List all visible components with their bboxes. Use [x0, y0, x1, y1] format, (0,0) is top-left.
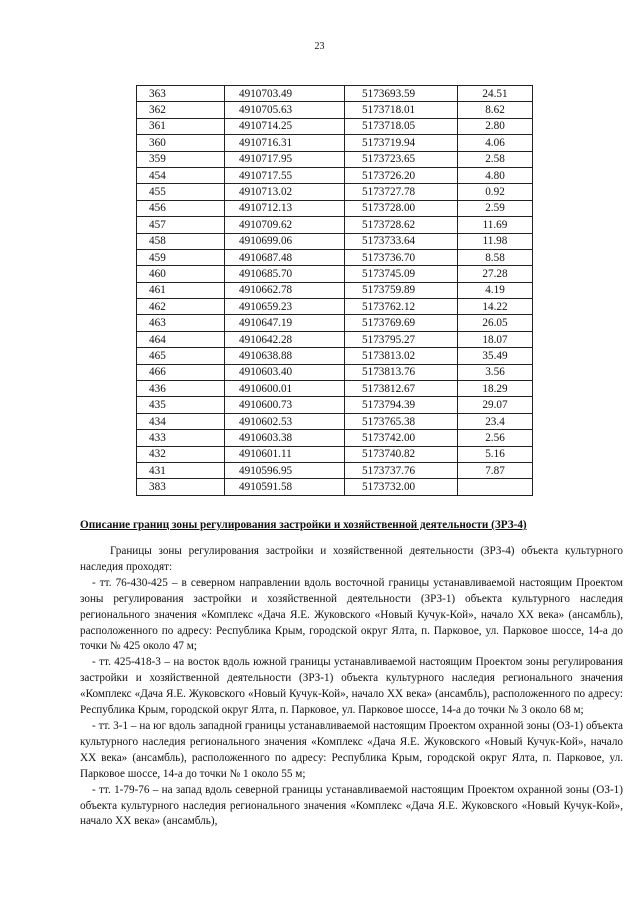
point-number-cell: 466 — [137, 364, 225, 380]
x-coordinate-cell: 4910601.11 — [225, 446, 345, 462]
x-coordinate-cell: 4910603.38 — [225, 430, 345, 446]
x-coordinate-cell: 4910685.70 — [225, 266, 345, 282]
x-coordinate-cell: 4910705.63 — [225, 102, 345, 118]
segment-length-cell: 4.06 — [458, 135, 533, 151]
y-coordinate-cell: 5173728.62 — [345, 217, 458, 233]
table-row — [137, 151, 533, 167]
table-row — [137, 217, 533, 233]
point-number-cell: 461 — [137, 282, 225, 298]
x-coordinate-cell: 4910717.55 — [225, 167, 345, 183]
point-number-cell: 363 — [137, 86, 225, 102]
boundary-item: - тт. 1-79-76 – на запад вдоль северной границы устанавливаемой настоящим Проектом охранной зоны (ОЗ-1) объекта культурного наследия регионального значения «Комплекс «Дача Я.Е. Жуковского «Новый Кучук-Кой», начало XX века» (ансамбль), — [80, 783, 623, 828]
segment-length-cell: 8.58 — [458, 249, 533, 265]
point-number-cell: 459 — [137, 249, 225, 265]
table-row — [137, 430, 533, 446]
section-body — [80, 544, 623, 830]
segment-length-cell: 5.16 — [458, 446, 533, 462]
x-coordinate-cell: 4910709.62 — [225, 217, 345, 233]
y-coordinate-cell: 5173762.12 — [345, 299, 458, 315]
y-coordinate-cell: 5173813.76 — [345, 364, 458, 380]
section-heading: Описание границ зоны регулирования застройки и хозяйственной деятельности (ЗРЗ-4) — [80, 519, 527, 531]
coordinates-table — [136, 85, 533, 496]
x-coordinate-cell: 4910602.53 — [225, 413, 345, 429]
point-number-cell: 432 — [137, 446, 225, 462]
segment-length-cell: 26.05 — [458, 315, 533, 331]
x-coordinate-cell: 4910717.95 — [225, 151, 345, 167]
x-coordinate-cell: 4910687.48 — [225, 249, 345, 265]
x-coordinate-cell: 4910642.28 — [225, 331, 345, 347]
point-number-cell: 434 — [137, 413, 225, 429]
y-coordinate-cell: 5173769.69 — [345, 315, 458, 331]
segment-length-cell: 27.28 — [458, 266, 533, 282]
boundary-item: - тт. 76-430-425 – в северном направлении вдоль восточной границы устанавливаемой настоящим Проектом зоны регулирования застройки и хозяйственной деятельности (ЗРЗ-1) объекта культурного наследия регионального значения «Комплекс «Дача Я.Е. Жуковского «Новый Кучук-Кой», начало XX века» (ансамбль), расположенного по адресу: Республика Крым, городской округ Ялта, п. Парковое, ул. Парковое шоссе, 14-а до точки № 425 около 47 м; — [80, 576, 623, 653]
point-number-cell: 359 — [137, 151, 225, 167]
point-number-cell: 465 — [137, 348, 225, 364]
table-row — [137, 462, 533, 478]
coordinates-table-body — [137, 86, 533, 496]
x-coordinate-cell: 4910603.40 — [225, 364, 345, 380]
x-coordinate-cell: 4910659.23 — [225, 299, 345, 315]
point-number-cell: 455 — [137, 184, 225, 200]
boundary-item: - тт. 425-418-3 – на восток вдоль южной границы устанавливаемой настоящим Проектом зоны регулирования застройки и хозяйственной деятельности (ЗРЗ-1) объекта культурного наследия регионального значения «Комплекс «Дача Я.Е. Жуковского «Новый Кучук-Кой», начало XX века» (ансамбль), расположенного по адресу: Республика Крым, городской округ Ялта, п. Парковое, ул. Парковое шоссе, 14-а до точки № 3 около 68 м; — [80, 656, 623, 717]
y-coordinate-cell: 5173733.64 — [345, 233, 458, 249]
y-coordinate-cell: 5173726.20 — [345, 167, 458, 183]
x-coordinate-cell: 4910716.31 — [225, 135, 345, 151]
y-coordinate-cell: 5173742.00 — [345, 430, 458, 446]
point-number-cell: 454 — [137, 167, 225, 183]
segment-length-cell: 3.56 — [458, 364, 533, 380]
point-number-cell: 431 — [137, 462, 225, 478]
point-number-cell: 460 — [137, 266, 225, 282]
segment-length-cell: 11.98 — [458, 233, 533, 249]
y-coordinate-cell: 5173765.38 — [345, 413, 458, 429]
y-coordinate-cell: 5173728.00 — [345, 200, 458, 216]
y-coordinate-cell: 5173813.02 — [345, 348, 458, 364]
table-row — [137, 86, 533, 102]
segment-length-cell: 35.49 — [458, 348, 533, 364]
table-row — [137, 233, 533, 249]
segment-length-cell: 2.80 — [458, 118, 533, 134]
y-coordinate-cell: 5173732.00 — [345, 479, 458, 495]
table-row — [137, 299, 533, 315]
segment-length-cell: 7.87 — [458, 462, 533, 478]
point-number-cell: 362 — [137, 102, 225, 118]
point-number-cell: 361 — [137, 118, 225, 134]
x-coordinate-cell: 4910600.73 — [225, 397, 345, 413]
page-number: 23 — [314, 41, 325, 52]
table-row — [137, 249, 533, 265]
point-number-cell: 436 — [137, 381, 225, 397]
table-row — [137, 348, 533, 364]
x-coordinate-cell: 4910662.78 — [225, 282, 345, 298]
y-coordinate-cell: 5173736.70 — [345, 249, 458, 265]
point-number-cell: 457 — [137, 217, 225, 233]
table-row — [137, 200, 533, 216]
point-number-cell: 464 — [137, 331, 225, 347]
x-coordinate-cell: 4910703.49 — [225, 86, 345, 102]
segment-length-cell: 2.56 — [458, 430, 533, 446]
segment-length-cell: 24.51 — [458, 86, 533, 102]
point-number-cell: 456 — [137, 200, 225, 216]
segment-length-cell: 29.07 — [458, 397, 533, 413]
table-row — [137, 315, 533, 331]
x-coordinate-cell: 4910714.25 — [225, 118, 345, 134]
x-coordinate-cell: 4910600.01 — [225, 381, 345, 397]
segment-length-cell: 18.07 — [458, 331, 533, 347]
segment-length-cell: 2.59 — [458, 200, 533, 216]
segment-length-cell: 14.22 — [458, 299, 533, 315]
table-row — [137, 102, 533, 118]
segment-length-cell: 4.19 — [458, 282, 533, 298]
table-row — [137, 364, 533, 380]
x-coordinate-cell: 4910647.19 — [225, 315, 345, 331]
y-coordinate-cell: 5173719.94 — [345, 135, 458, 151]
table-row — [137, 282, 533, 298]
table-row — [137, 397, 533, 413]
x-coordinate-cell: 4910713.02 — [225, 184, 345, 200]
x-coordinate-cell: 4910712.13 — [225, 200, 345, 216]
y-coordinate-cell: 5173794.39 — [345, 397, 458, 413]
segment-length-cell: 0.92 — [458, 184, 533, 200]
table-row — [137, 331, 533, 347]
table-row — [137, 266, 533, 282]
y-coordinate-cell: 5173693.59 — [345, 86, 458, 102]
section-intro: Границы зоны регулирования застройки и хозяйственной деятельности (ЗРЗ-4) объекта культурного наследия проходят: — [80, 545, 623, 573]
point-number-cell: 433 — [137, 430, 225, 446]
y-coordinate-cell: 5173745.09 — [345, 266, 458, 282]
point-number-cell: 458 — [137, 233, 225, 249]
point-number-cell: 360 — [137, 135, 225, 151]
segment-length-cell: 11.69 — [458, 217, 533, 233]
y-coordinate-cell: 5173718.05 — [345, 118, 458, 134]
x-coordinate-cell: 4910596.95 — [225, 462, 345, 478]
y-coordinate-cell: 5173759.89 — [345, 282, 458, 298]
table-row — [137, 446, 533, 462]
point-number-cell: 435 — [137, 397, 225, 413]
segment-length-cell: 18.29 — [458, 381, 533, 397]
point-number-cell: 462 — [137, 299, 225, 315]
table-row — [137, 118, 533, 134]
point-number-cell: 463 — [137, 315, 225, 331]
y-coordinate-cell: 5173718.01 — [345, 102, 458, 118]
table-row — [137, 413, 533, 429]
segment-length-cell — [458, 479, 533, 495]
x-coordinate-cell: 4910591.58 — [225, 479, 345, 495]
table-row — [137, 135, 533, 151]
y-coordinate-cell: 5173795.27 — [345, 331, 458, 347]
point-number-cell: 383 — [137, 479, 225, 495]
boundary-item: - тт. 3-1 – на юг вдоль западной границы устанавливаемой настоящим Проектом охранной зоны (ОЗ-1) объекта культурного наследия регионального значения «Комплекс «Дача Я.Е. Жуковского «Новый Кучук-Кой», начало XX века» (ансамбль), расположенного по адресу: Республика Крым, городской округ Ялта, п. Парковое, ул. Парковое шоссе, 14-а до точки № 1 около 55 м; — [80, 719, 623, 780]
y-coordinate-cell: 5173740.82 — [345, 446, 458, 462]
segment-length-cell: 23.4 — [458, 413, 533, 429]
segment-length-cell: 4.80 — [458, 167, 533, 183]
x-coordinate-cell: 4910638.88 — [225, 348, 345, 364]
y-coordinate-cell: 5173737.76 — [345, 462, 458, 478]
x-coordinate-cell: 4910699.06 — [225, 233, 345, 249]
table-row — [137, 479, 533, 495]
table-row — [137, 167, 533, 183]
segment-length-cell: 8.62 — [458, 102, 533, 118]
y-coordinate-cell: 5173723.65 — [345, 151, 458, 167]
table-row — [137, 381, 533, 397]
y-coordinate-cell: 5173727.78 — [345, 184, 458, 200]
table-row — [137, 184, 533, 200]
segment-length-cell: 2.58 — [458, 151, 533, 167]
y-coordinate-cell: 5173812.67 — [345, 381, 458, 397]
